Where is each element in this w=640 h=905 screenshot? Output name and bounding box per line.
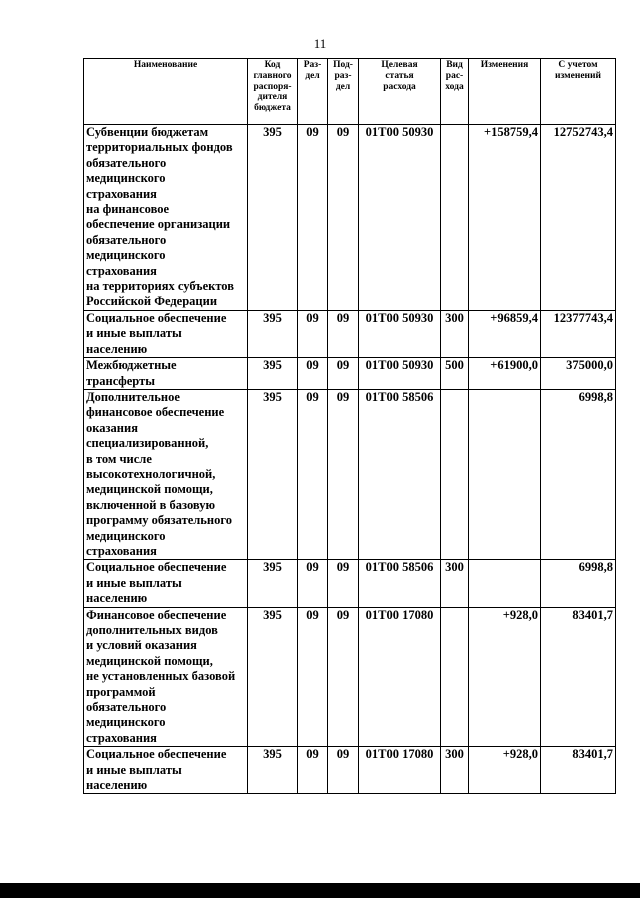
name-line: обязательного [86,232,167,247]
name-line: не установленных базовой [86,669,236,684]
name-line: Российской Федерации [86,294,218,309]
name-line: населению [86,591,148,606]
cell-section: 09 [298,747,328,794]
name-line: Социальное обеспечение [86,560,227,575]
header-line: дел [305,70,320,81]
cell-target: 01Т00 58506 [359,389,441,559]
name-line: медицинского [86,248,166,263]
cell-section: 09 [298,310,328,357]
name-line: Финансовое обеспечение [86,607,227,622]
table-row [84,607,616,747]
cell-changes: +158759,4 [469,125,541,311]
name-line: Субвенции бюджетам [86,125,209,139]
name-line: на территориях субъектов [86,279,234,294]
cell-section: 09 [298,358,328,390]
header-line: главного [253,70,292,81]
name-line: медицинского [86,528,166,543]
name-line: Межбюджетные [86,358,177,373]
cell-name [84,389,248,559]
cell-name [84,560,248,607]
table-row [84,560,616,607]
header-line: Вид [446,60,463,70]
cell-type: 300 [441,747,469,794]
name-line: и иные выплаты [86,326,182,341]
cell-total: 12377743,4 [541,310,616,357]
page-number: 11 [313,36,327,51]
header-line: изменений [555,70,601,81]
header-total [541,59,616,125]
cell-name [84,358,248,390]
name-line: медицинской помощи, [86,482,213,497]
cell-target: 01Т00 17080 [359,747,441,794]
cell-subsection: 09 [328,389,359,559]
name-line: медицинской помощи, [86,653,213,668]
table-body [84,125,616,794]
cell-total: 6998,8 [541,560,616,607]
name-line: и иные выплаты [86,575,182,590]
name-line: специализированной, [86,436,209,451]
table-row [84,125,616,311]
cell-code: 395 [248,389,298,559]
name-line: территориальных фондов [86,140,233,155]
cell-code: 395 [248,607,298,747]
name-line: обязательного [86,700,167,715]
header-line: рас- [445,70,464,81]
name-line: дополнительных видов [86,623,218,637]
cell-total: 6998,8 [541,389,616,559]
table-row [84,747,616,794]
cell-target: 01Т00 50930 [359,358,441,390]
header-target [359,59,441,125]
name-line: финансовое обеспечение [86,405,225,420]
cell-name [84,125,248,311]
header-type [441,59,469,125]
header-subsection [328,59,359,125]
cell-name [84,747,248,794]
cell-target: 01Т00 50930 [359,125,441,311]
header-line: раз- [334,70,352,81]
cell-changes: +61900,0 [469,358,541,390]
cell-total: 12752743,4 [541,125,616,311]
name-line: Социальное обеспечение [86,747,227,762]
cell-target: 01Т00 17080 [359,607,441,747]
name-line: включенной в базовую [86,497,216,512]
cell-subsection: 09 [328,560,359,607]
cell-code: 395 [248,560,298,607]
header-line: бюджета [254,103,291,114]
name-line: страхования [86,186,157,201]
name-line: Социальное обеспечение [86,310,227,325]
name-line: страхования [86,730,157,745]
name-line: населению [86,778,148,793]
cell-type [441,125,469,311]
table-row [84,310,616,357]
header-line: Под- [333,60,353,70]
header-line: статья [385,70,414,81]
table-header-row [84,59,616,125]
cell-changes [469,560,541,607]
cell-total: 83401,7 [541,747,616,794]
name-line: программу обязательного [86,513,232,528]
cell-type [441,389,469,559]
cell-type: 300 [441,310,469,357]
name-line: обеспечение организации [86,217,231,232]
header-line: дителя [257,92,288,103]
name-line: медицинского [86,715,166,730]
cell-target: 01Т00 58506 [359,560,441,607]
cell-code: 395 [248,310,298,357]
cell-changes: +928,0 [469,747,541,794]
name-line: страхования [86,263,157,278]
name-line: высокотехнологичной, [86,466,216,481]
header-line: хода [445,81,464,92]
cell-subsection: 09 [328,607,359,747]
table-row [84,358,616,390]
cell-section: 09 [298,607,328,747]
cell-target: 01Т00 50930 [359,310,441,357]
cell-changes: +96859,4 [469,310,541,357]
cell-section: 09 [298,560,328,607]
budget-table [83,58,616,794]
name-line: обязательного [86,155,167,170]
cell-section: 09 [298,125,328,311]
cell-subsection: 09 [328,310,359,357]
cell-code: 395 [248,747,298,794]
cell-changes: +928,0 [469,607,541,747]
cell-type: 500 [441,358,469,390]
name-line: программой [86,684,156,699]
header-section [298,59,328,125]
scan-border-bar [0,883,640,898]
name-line: в том числе [86,451,152,466]
header-line: С учетом [558,60,598,70]
cell-name [84,310,248,357]
cell-type: 300 [441,560,469,607]
name-line: Дополнительное [86,389,180,404]
name-line: населению [86,341,148,356]
cell-changes [469,389,541,559]
header-code [248,59,298,125]
cell-total: 83401,7 [541,607,616,747]
name-line: медицинского [86,171,166,186]
header-name: Наименование [84,59,248,125]
cell-subsection: 09 [328,125,359,311]
header-changes: Изменения [469,59,541,125]
header-line: Код [264,60,281,70]
cell-section: 09 [298,389,328,559]
name-line: страхования [86,543,157,558]
cell-subsection: 09 [328,747,359,794]
name-line: на финансовое [86,202,170,217]
name-line: и иные выплаты [86,762,182,777]
cell-code: 395 [248,358,298,390]
name-line: трансферты [86,373,155,388]
cell-total: 375000,0 [541,358,616,390]
name-line: и условий оказания [86,638,197,653]
header-line: расхода [383,81,416,92]
name-line: оказания [86,420,138,435]
header-line: Раз- [303,60,322,70]
cell-type [441,607,469,747]
cell-subsection: 09 [328,358,359,390]
header-line: распоря- [253,81,292,92]
header-line: Целевая [381,60,418,70]
table-row [84,389,616,559]
cell-code: 395 [248,125,298,311]
cell-name [84,607,248,747]
header-line: дел [335,81,351,92]
